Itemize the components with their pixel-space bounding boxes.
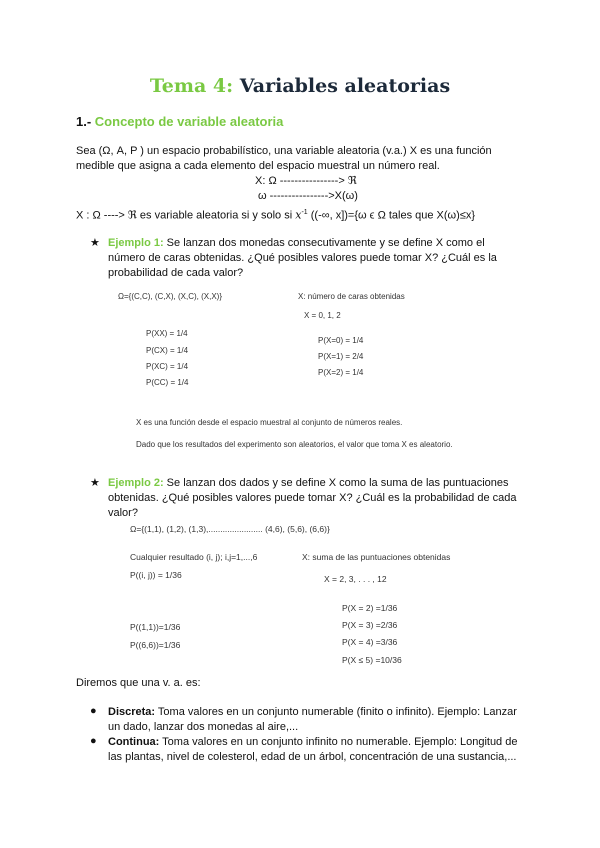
example1-prob-left-1: P(XX) = 1/4: [146, 329, 188, 338]
example2-xdef: X: suma de las puntuaciones obtenidas: [302, 552, 451, 562]
type-continuous-label: Continua:: [108, 736, 160, 748]
rv-condition-exponent: -1: [301, 209, 308, 216]
section-number: 1.-: [76, 114, 92, 129]
example1-prob-right-3: P(X=2) = 1/4: [318, 368, 364, 377]
example1-prob-left-4: P(CC) = 1/4: [146, 378, 189, 387]
example2-any-result: Cualquier resultado (i, j); i,j=1,...,6: [130, 552, 258, 562]
example1-note-1: X es una función desde el espacio muestral al conjunto de números reales.: [136, 418, 403, 427]
mapping-line-1: X: Ω ----------------> ℜ: [255, 175, 357, 187]
example1-text-1: Se lanzan dos monedas consecutivamente y se define X como el: [163, 237, 485, 249]
example1-label: Ejemplo 1:: [108, 237, 164, 249]
section-title: Concepto de variable aleatoria: [94, 114, 284, 129]
example1-line-3: probabilidad de cada valor?: [108, 267, 244, 279]
rv-condition-var: x: [295, 208, 302, 222]
type-discrete-line-1: [108, 705, 517, 720]
example2-prob-right-2: P(X = 3) =2/36: [342, 620, 398, 630]
intro-line-2: medible que asigna a cada elemento del espacio muestral un número real.: [76, 160, 440, 172]
example2-line-2: obtenidas. ¿Qué posibles valores puede tomar X? ¿Cuál es la probabilidad de cada: [108, 492, 517, 504]
rv-condition-start: X : Ω ----> ℜ es variable aleatoria si y solo si: [76, 209, 293, 222]
type-discrete-label: Discreta:: [108, 706, 156, 718]
types-intro: Diremos que una v. a. es:: [76, 677, 201, 689]
example1-prob-right-1: P(X=0) = 1/4: [318, 336, 364, 345]
section-heading: [76, 114, 283, 129]
example2-prob-right-3: P(X = 4) =3/36: [342, 637, 398, 647]
example2-prob-right-4: P(X ≤ 5) =10/36: [342, 655, 402, 665]
example1-prob-right-2: P(X=1) = 2/4: [318, 352, 364, 361]
bullet-icon: ●: [90, 705, 97, 717]
rv-condition-end: ((-∞, x])={ω ϵ Ω tales que X(ω)≤x}: [310, 209, 476, 222]
example2-label: Ejemplo 2:: [108, 477, 164, 489]
type-discrete-line-2: un dado, lanzar dos monedas al aire,...: [108, 721, 299, 733]
intro-line-1: Sea (Ω, A, P ) un espacio probabilístico, una variable aleatoria (v.a.) X es una función: [76, 145, 492, 157]
example1-prob-left-2: P(CX) = 1/4: [146, 346, 189, 355]
type-discrete-text-1: Toma valores en un conjunto numerable (finito o infinito). Ejemplo: Lanzar: [155, 706, 517, 718]
example2-pij: P((i, j)) = 1/36: [130, 570, 182, 580]
example2-prob-right-1: P(X = 2) =1/36: [342, 603, 398, 613]
title-prefix: Tema 4:: [149, 75, 234, 97]
example2-omega: Ω={(1,1), (1,2), (1,3),....................... (4,6), (5,6), (6,6)}: [130, 524, 330, 534]
page-title: [0, 75, 600, 97]
example2-line-1: [108, 476, 509, 491]
example1-xdef: X: número de caras obtenidas: [298, 292, 405, 301]
example2-p11: P((1,1))=1/36: [130, 622, 181, 632]
example2-line-3: valor?: [108, 507, 138, 519]
example2-p66: P((6,6))=1/36: [130, 640, 181, 650]
example1-prob-left-3: P(XC) = 1/4: [146, 362, 189, 371]
example2-text-1: Se lanzan dos dados y se define X como la suma de las puntuaciones: [163, 477, 509, 489]
example1-note-2: Dado que los resultados del experimento son aleatorios, el valor que toma X es aleatorio.: [136, 440, 453, 449]
example1-line-2: número de caras obtenidas. ¿Qué posibles valores puede tomar X? ¿Cuál es la: [108, 252, 497, 264]
example1-omega: Ω={(C,C), (C,X), (X,C), (X,X)}: [118, 292, 222, 301]
type-continuous-line-2: las plantas, nivel de colesterol, edad de un árbol, concentración de una sustancia,...: [108, 751, 517, 763]
rv-condition: [76, 206, 475, 223]
mapping-line-2: ω ---------------->X(ω): [258, 190, 358, 202]
example1-line-1: [108, 236, 485, 251]
example1-xvals: X = 0, 1, 2: [304, 311, 341, 320]
type-continuous-line-1: [108, 735, 517, 750]
example2-xvals: X = 2, 3, . . . , 12: [324, 574, 387, 584]
title-main: Variables aleatorias: [239, 75, 451, 97]
example1-star-icon: ★: [90, 237, 100, 249]
bullet-icon: ●: [90, 735, 97, 747]
example2-star-icon: ★: [90, 477, 100, 489]
type-continuous-text-1: Toma valores en un conjunto infinito no numerable. Ejemplo: Longitud de: [159, 736, 518, 748]
